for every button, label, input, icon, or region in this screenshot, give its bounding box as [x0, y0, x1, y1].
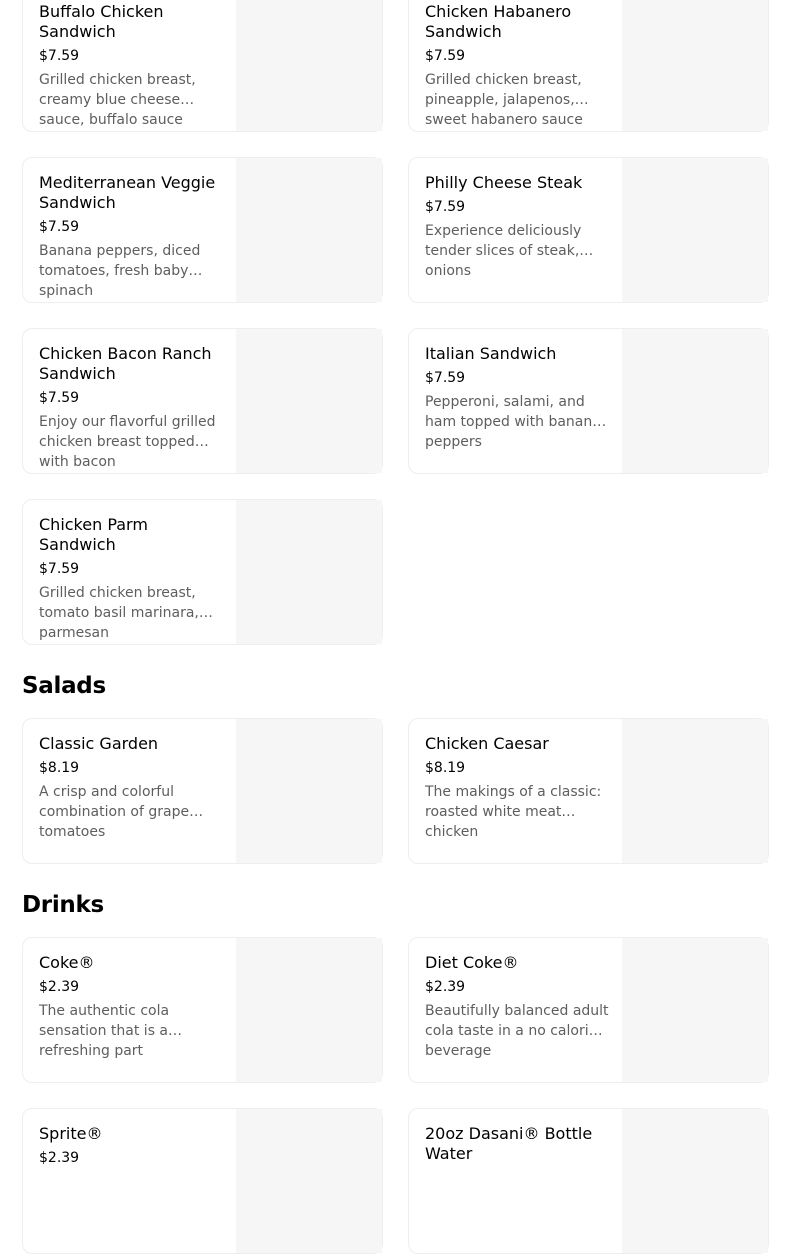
menu-item-price: $7.59	[425, 48, 466, 64]
menu-item-name: Buffalo Chicken Sandwich	[39, 2, 164, 41]
menu-item-card[interactable]	[408, 328, 769, 474]
menu-item-card[interactable]	[22, 937, 383, 1083]
menu-item-name: Chicken Parm Sandwich	[39, 515, 148, 554]
menu-item-price: $7.59	[425, 370, 466, 386]
menu-item-name: Chicken Habanero Sandwich	[425, 2, 572, 41]
menu-item-info	[425, 953, 610, 1059]
menu-item-image	[236, 719, 382, 863]
menu-item-name: Diet Coke®	[425, 953, 519, 972]
section-title-salads: Salads	[22, 673, 106, 699]
menu-item-card[interactable]	[22, 0, 383, 132]
menu-item-image	[622, 0, 768, 131]
menu-item-image	[236, 500, 382, 644]
menu-item-price: $2.39	[425, 979, 466, 995]
menu-item-info	[39, 953, 224, 1059]
menu-item-description: The makings of a classic: roasted white meat chicken	[425, 784, 602, 840]
menu-item-image	[622, 1109, 768, 1253]
menu-item-description: Beautifully balanced adult cola taste in a no calorie beverage	[425, 1003, 609, 1059]
menu-item-description: Grilled chicken breast, creamy blue cheese sauce, buffalo sauce	[39, 72, 196, 128]
menu-item-image	[622, 158, 768, 302]
menu-item-price: $7.59	[39, 219, 80, 235]
menu-item-image	[622, 719, 768, 863]
menu-item-price: $8.19	[39, 760, 80, 776]
menu-item-info	[39, 344, 224, 470]
menu-item-info	[425, 2, 610, 128]
menu-item-name: Chicken Bacon Ranch Sandwich	[39, 344, 212, 383]
menu-item-description: Grilled chicken breast, pineapple, jalapenos, sweet habanero sauce	[425, 72, 583, 128]
menu-item-card[interactable]	[408, 937, 769, 1083]
menu-item-image	[236, 158, 382, 302]
menu-item-price: $7.59	[39, 48, 80, 64]
menu-item-card[interactable]	[22, 328, 383, 474]
menu-item-name: Mediterranean Veggie Sandwich	[39, 173, 216, 212]
menu-item-image	[236, 0, 382, 131]
menu-item-price: $7.59	[39, 390, 80, 406]
menu-item-info	[425, 173, 610, 279]
menu-item-description: A crisp and colorful combination of grape tomatoes	[39, 784, 190, 840]
menu-item-description: Experience deliciously tender slices of steak, onions	[425, 223, 582, 279]
menu-item-price: $8.19	[425, 760, 466, 776]
menu-item-name: Classic Garden	[39, 734, 159, 753]
menu-item-info	[425, 734, 610, 840]
menu-item-description: Grilled chicken breast, tomato basil marinara, parmesan	[39, 585, 199, 641]
menu-item-info	[39, 2, 224, 128]
menu-item-image	[236, 1109, 382, 1253]
menu-item-info	[425, 1124, 610, 1164]
menu-item-price: $2.39	[39, 979, 80, 995]
menu-item-image	[236, 938, 382, 1082]
menu-item-info	[39, 1124, 224, 1168]
menu-item-image	[622, 938, 768, 1082]
menu-item-image	[622, 329, 768, 473]
menu-item-info	[39, 515, 224, 641]
menu-item-card[interactable]	[408, 718, 769, 864]
menu-item-name: Sprite®	[39, 1124, 103, 1143]
menu-item-info	[39, 734, 224, 840]
menu-item-price: $7.59	[39, 561, 80, 577]
menu-item-card[interactable]	[22, 499, 383, 645]
menu-item-description: The authentic cola sensation that is a refreshing part	[39, 1003, 170, 1059]
menu-item-card[interactable]	[408, 157, 769, 303]
menu-item-description: Pepperoni, salami, and ham topped with banana peppers	[425, 394, 601, 450]
menu-item-name: Chicken Caesar	[425, 734, 549, 753]
menu-item-card[interactable]	[408, 0, 769, 132]
menu-item-image	[236, 329, 382, 473]
menu-item-info	[425, 344, 610, 450]
menu-item-name: Philly Cheese Steak	[425, 173, 583, 192]
menu-item-price: $2.39	[39, 1150, 80, 1166]
menu-item-description: Enjoy our flavorful grilled chicken breast topped with bacon	[39, 414, 216, 470]
section-title-drinks: Drinks	[22, 892, 104, 918]
menu-item-name: Italian Sandwich	[425, 344, 557, 363]
menu-item-name: Coke®	[39, 953, 95, 972]
menu-item-card[interactable]	[22, 718, 383, 864]
menu-item-name: 20oz Dasani® Bottle Water	[425, 1124, 593, 1163]
menu-item-description: Banana peppers, diced tomatoes, fresh baby spinach	[39, 243, 201, 299]
menu-item-card[interactable]	[22, 157, 383, 303]
menu-item-card[interactable]	[408, 1108, 769, 1254]
menu-item-info	[39, 173, 224, 299]
menu-item-price: $7.59	[425, 199, 466, 215]
menu-item-card[interactable]	[22, 1108, 383, 1254]
